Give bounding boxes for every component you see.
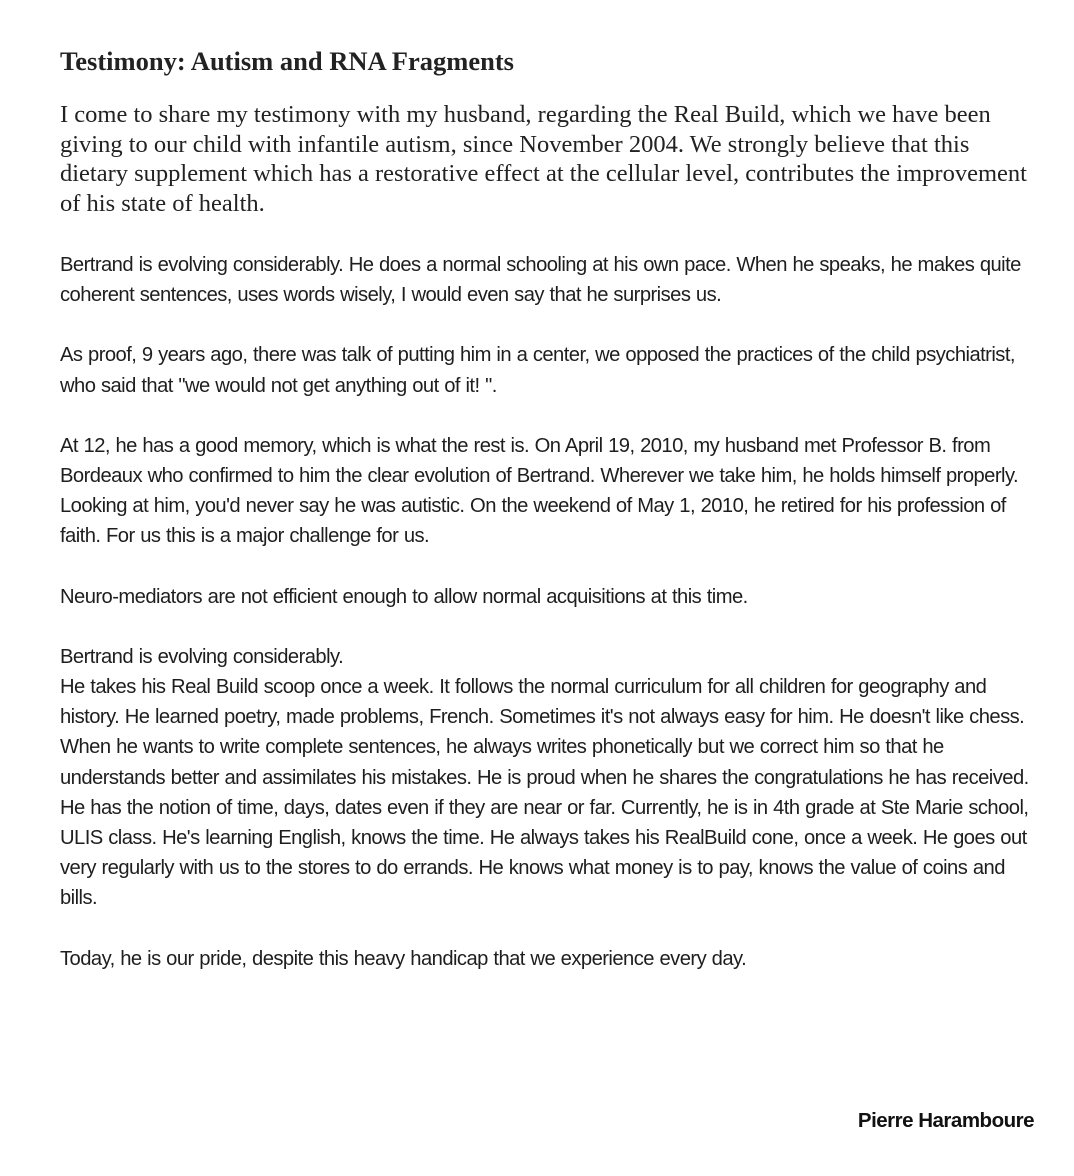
document-title: Testimony: Autism and RNA Fragments [60,46,514,76]
document-page [60,44,1040,1004]
paragraph-pride: Today, he is our pride, despite this heavy handicap that we experience every day. [60,947,747,970]
paragraph-proof: As proof, 9 years ago, there was talk of putting him in a center, we opposed the practices of the child psychiatrist, who said that "we would not get anything out of it! ". [60,344,1015,397]
paragraph-neuro-mediators: Neuro-mediators are not efficient enough to allow normal acquisitions at this time. [60,585,748,608]
paragraph-evolving-short: Bertrand is evolving considerably. [60,645,344,668]
intro-paragraph: I come to share my testimony with my husband, regarding the Real Build, which we have been giving to our child with infantile autism, since November 2004. We strongly believe that this dietary supplement which has a restorative effect at the cellular level, contributes the improvement of his state of health. [60,101,1027,217]
paragraph-curriculum: He takes his Real Build scoop once a week. It follows the normal curriculum for all children for geography and history. He learned poetry, made problems, French. Sometimes it's not always easy for him. He doesn't like chess. When he wants to write complete sentences, he always writes phonetically but we correct him so that he understands better and assimilates his mistakes. He is proud when he shares the congratulations he has received. He has the notion of time, days, dates even if they are near or far. Currently, he is in 4th grade at Ste Marie school, ULIS class. He's learning English, knows the time. He always takes his RealBuild cone, once a week. He goes out very regularly with us to the stores to do errands. He knows what money is to pay, knows the value of coins and bills. [60,676,1029,910]
signature: Pierre Haramboure [857,1109,1034,1132]
paragraph-memory: At 12, he has a good memory, which is what the rest is. On April 19, 2010, my husband met Professor B. from Bordeaux who confirmed to him the clear evolution of Bertrand. Wherever we take him, he holds himself properly. Looking at him, you'd never say he was autistic. On the weekend of May 1, 2010, he retired for his profession of faith. For us this is a major challenge for us. [60,434,1019,548]
paragraph-evolving: Bertrand is evolving considerably. He does a normal schooling at his own pace. When he speaks, he makes quite coherent sentences, uses words wisely, I would even say that he surprises us. [60,254,1021,307]
